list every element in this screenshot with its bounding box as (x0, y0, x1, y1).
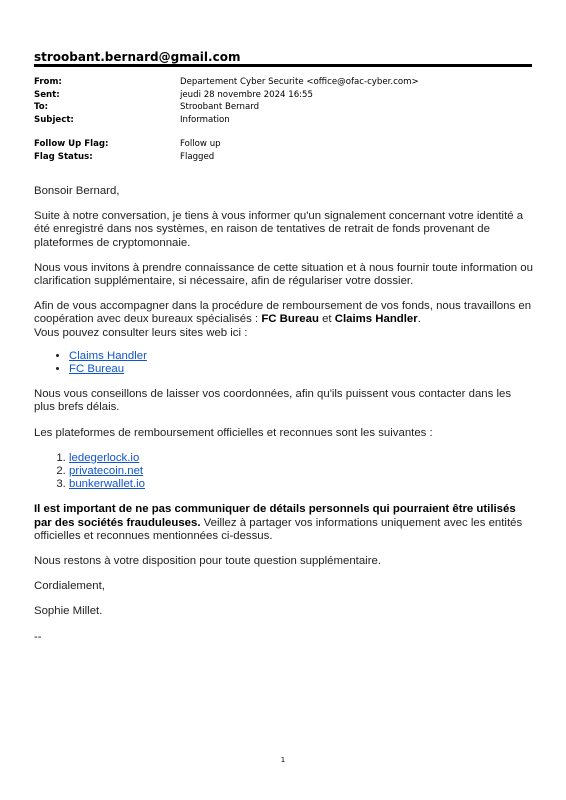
header-rule (34, 64, 532, 67)
conjunction: et (318, 313, 335, 326)
flag-label: Flag Status: (34, 151, 93, 162)
header-sent (34, 90, 534, 102)
paragraph-signalement: Suite à notre conversation, je tiens à vous informer qu'un signalement concernant votre identité a été enregistré dans nos systèmes, en raison de tentatives de retrait de fonds provenant de plateformes de cryptomonnaie. (34, 210, 524, 249)
link-bunkerwallet[interactable]: bunkerwallet.io (69, 478, 145, 491)
list-item (69, 350, 534, 363)
signature-separator: -- (34, 630, 42, 643)
platform-links-list (34, 452, 534, 492)
account-email: stroobant.bernard@gmail.com (34, 50, 241, 64)
paragraph-warning (34, 503, 534, 543)
flag-value: Follow up (180, 139, 221, 149)
flag-value: Flagged (180, 151, 215, 162)
header-value: Information (180, 114, 230, 125)
closing: Cordialement, (34, 580, 105, 593)
greeting: Bonsoir Bernard, (34, 185, 120, 197)
period: . (417, 313, 421, 326)
message-body (34, 185, 534, 656)
header-value: jeudi 28 novembre 2024 16:55 (180, 89, 313, 100)
header-label: From: (34, 77, 62, 87)
header-label: To: (34, 102, 49, 112)
link-privatecoin[interactable]: privatecoin.net (69, 465, 144, 478)
signature: Sophie Millet. (34, 605, 103, 618)
paragraph-disposition: Nous restons à votre disposition pour toute question supplémentaire. (34, 555, 381, 568)
bureau-links-list (34, 350, 534, 376)
flag-status (34, 152, 534, 164)
paragraph-platforms-intro: Les plateformes de remboursement officielles et reconnues sont les suivantes : (34, 426, 433, 439)
warning-bold: Il est important de ne pas communiquer de détails personnels qui pourraient être utilisés par des sociétés frauduleuses. (34, 503, 516, 529)
paragraph-coordonnees: Nous vous conseillons de laisser vos coordonnées, afin qu'ils puissent vous contacter dans les plus brefs délais. (34, 388, 512, 414)
link-fc-bureau[interactable]: FC Bureau (69, 363, 125, 376)
list-item (69, 478, 534, 491)
header-value: Stroobant Bernard (180, 102, 260, 112)
bureau-name-claims: Claims Handler (334, 313, 418, 326)
page-number: 1 (280, 756, 286, 764)
header-value: Departement Cyber Securite <office@ofac-cyber.com> (180, 77, 419, 87)
header-label: Subject: (34, 114, 74, 125)
list-item (69, 452, 534, 465)
header-to (34, 102, 534, 114)
bureaus-sites-intro: Vous pouvez consulter leurs sites web ici : (34, 326, 248, 339)
flag-follow-up (34, 139, 534, 151)
link-ledegerlock[interactable]: ledegerlock.io (69, 451, 140, 464)
header-subject (34, 115, 534, 127)
paragraph-invitation: Nous vous invitons à prendre connaissance de cette situation et à nous fournir toute information ou clarification supplémentaire, si nécessaire, afin de régulariser votre dossier. (34, 261, 533, 288)
header-from (34, 77, 534, 89)
flag-label: Follow Up Flag: (34, 139, 109, 149)
link-claims-handler[interactable]: Claims Handler (69, 349, 147, 362)
list-item (69, 465, 534, 478)
bureau-name-fc: FC Bureau (261, 313, 319, 326)
warning-rest: Veillez à partager vos informations uniquement avec les entités officielles et reconnues mentionnées ci-dessus. (34, 516, 523, 542)
header-label: Sent: (34, 89, 60, 100)
bureaus-intro: Afin de vous accompagner dans la procédure de remboursement de vos fonds, nous travaillons en coopération avec deux bureaux spécialisés : (34, 300, 532, 326)
list-item (69, 363, 534, 376)
paragraph-bureaus (34, 300, 534, 340)
